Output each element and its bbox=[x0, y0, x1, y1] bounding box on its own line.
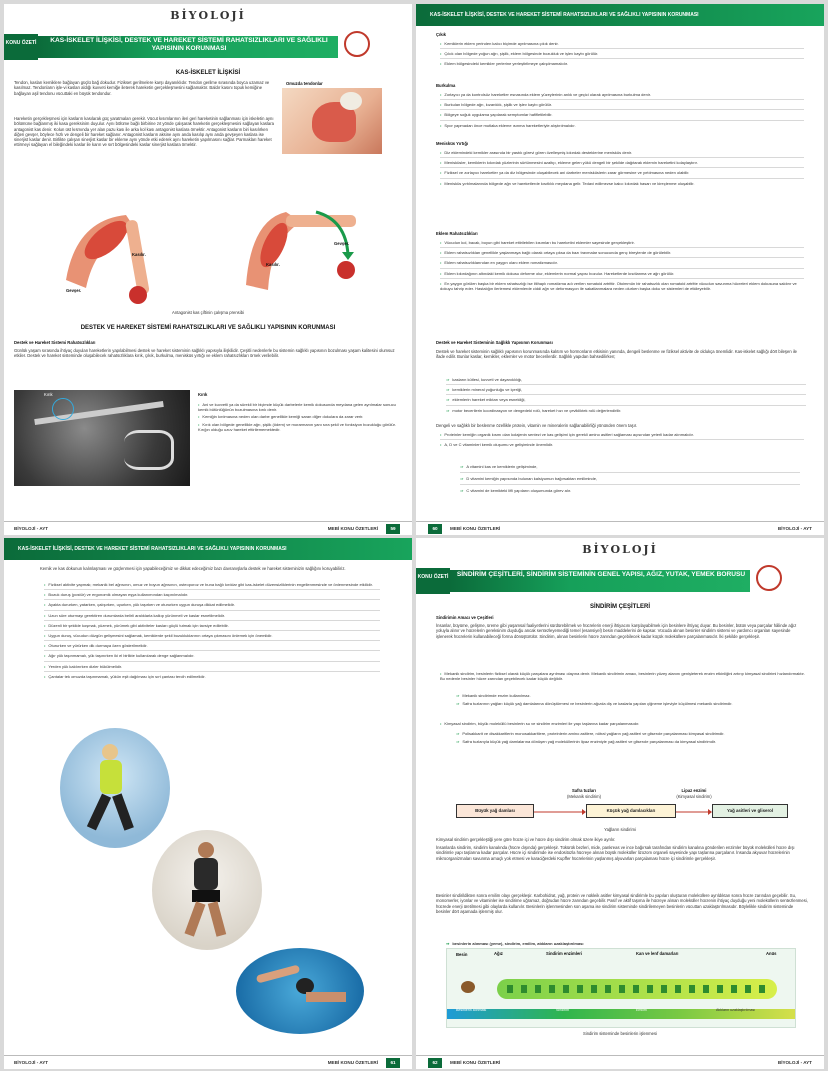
runner-man-image bbox=[152, 830, 262, 950]
advice-list bbox=[44, 582, 380, 679]
shoulder-tendon-image bbox=[282, 88, 382, 154]
page-header-bar: KAS-İSKELET İLİŞKİSİ, DESTEK VE HAREKET SİSTEMİ RAHATSIZLIKLARI VE SAĞLIKLI YAPISININ KORUNMASI bbox=[4, 538, 412, 560]
label-gevser-2: Gevşer. bbox=[334, 241, 350, 246]
topic-title: KAS-İSKELET İLİŞKİSİ, DESTEK VE HAREKET SİSTEMİ RAHATSIZLIKLARI VE SAĞLIKLI YAPISININ KORUNMASI bbox=[50, 37, 328, 52]
heading-burkulma: Burkulma bbox=[436, 83, 456, 88]
label-agiz: Ağız bbox=[494, 951, 503, 956]
lipaz-label: Lipaz enzimi bbox=[681, 788, 707, 793]
list-item: • Kemiklerin eklem yerinden kalıcı biçimde ayrılmasına çıkık denir. bbox=[440, 41, 559, 46]
lipaz-sublabel: (Kimyasal sindirim) bbox=[676, 794, 712, 799]
mekanik-sublist bbox=[456, 693, 806, 706]
list-item: • Fiziksel ve zorlayıcı hareketler ya da diz bölgesinde oluşabilecek ani darbeler menisküslerin zarar görmesine ve yırtılmasına neden olabilir. bbox=[440, 170, 690, 176]
list-item: • Bölgeye soğuk uygulama yapılarak semptomlar hafifletilebilir. bbox=[440, 112, 553, 118]
heading-korunma: Destek ve Hareket Sisteminin Sağlıklı Yapısının Korunması bbox=[436, 340, 553, 345]
swimmer-image bbox=[236, 948, 364, 1034]
safra-label: Safra tuzları bbox=[572, 788, 596, 793]
list-item: • Fiziksel aktivite yapmak; mekanik bel ağrısının, omuz ve boyun ağrısının, osteoporoz ve buna bağlı kırıklar gibi kas-iskelet düzensizliklerinin engellenmesinde ve önlenmesinde etkilidir. bbox=[44, 582, 373, 587]
heading-eklem: Eklem Rahatsızlıkları bbox=[436, 231, 478, 236]
footer bbox=[416, 521, 824, 535]
footer bbox=[416, 1055, 824, 1069]
list-item: • Vücudun kol, bacak, boyun gibi hareket ettirilebilen kısımları bu hareketini eklemler sayesinde gerçekleştirir. bbox=[440, 240, 635, 245]
meb-logo bbox=[756, 565, 782, 591]
page-59 bbox=[4, 4, 412, 535]
box-buyuk-yag: Büyük yağ damlası bbox=[456, 804, 534, 818]
list-item: ⇒ D vitamini kemiğin yapısında bulunan kalsiyumun bağırsaktan emiliminde, bbox=[460, 476, 598, 482]
list-item: • Kemiğin kırılmasına neden olan darbe genellikle kemiği saran diğer dokulara da zarar verir. bbox=[198, 414, 364, 420]
xray-image bbox=[14, 390, 190, 486]
beslenme-list bbox=[440, 432, 804, 447]
para-korunma: Destek ve hareket sisteminin sağlıklı yapısının korunmasında kalıtım ve hormonların etkisinin yanında, dengeli beslenme ve fiziksel aktivite de oldukça önemlidir. Kas-iskelet sağlığı dört bileşen ile ifade edilir. Bunlar kaslar, kemikler, eklemler ve motor becerilerdir. Sağlıklı yapıdan bahsedilirken; bbox=[436, 349, 798, 360]
list-item: • Menisküsler, kemiklerin kıkırdak yüzlerinin sürtünmesini azaltıp, ekleme gelen yükü dengeli bir şekilde dağıtarak eklemin hareketini kolaylaştırır. bbox=[440, 160, 698, 166]
page-number: 61 bbox=[386, 1058, 400, 1068]
list-item: • Eklem bölgesindeki kemikler yerlerine yerleştirilmeye çalışılmamalıdır. bbox=[440, 61, 569, 67]
list-item: ⇒ kasların kütlesi, kuvveti ve dayanıklılığı, bbox=[446, 377, 523, 382]
label-kasilir-1: Kasılır. bbox=[132, 252, 146, 257]
stage-2: Sindirim bbox=[556, 1008, 569, 1012]
list-item: • Burkulan bölgede ağrı, kızarıklık, şişlik ve işlev kaybı görülür. bbox=[440, 102, 553, 108]
label-enzimler: Sindirim enzimleri bbox=[546, 951, 583, 956]
section-heading: SİNDİRİM ÇEŞİTLERİ bbox=[589, 604, 650, 610]
page-62 bbox=[416, 538, 824, 1069]
digestive-tract-diagram bbox=[446, 948, 796, 1028]
subject-title: BİYOLOJİ bbox=[170, 9, 246, 22]
korunma-list bbox=[446, 377, 806, 413]
page-61 bbox=[4, 538, 412, 1069]
footer-left: BİYOLOJİ - AYT bbox=[14, 526, 49, 531]
list-item: • Eklem kıkırdağının altındaki kemik dokusu deforme olur, eklemlerin normal yapısı bozulur. Hareketlerde kısıtlanma ve ağrı görülür. bbox=[440, 270, 675, 276]
label-kasilir-2: Kasılır. bbox=[266, 262, 280, 267]
diagram-caption: Antagonist kas çiftinin çalışma prensibi bbox=[172, 310, 244, 315]
list-item: • En yaygın görülen başka bir eklem rahatsızlığı ise iltihaplı romatizma adı verilen romatoid artrittir. Otoimmün bir rahatsızlık olan romatoid artritte vücudun savunma hücreleri eklem dokusuna saldırır ve dokuyu tahrip eder. Hastalığın ilerlemesi eklemlerde ciddi ağrı ve deformasyon ile sakatlanmalara neden olurken başka doku ve sistemleri de etkileyebilir. bbox=[440, 280, 797, 292]
section-heading: KAS-İSKELET İLİŞKİSİ bbox=[175, 70, 241, 76]
box-yag-asitleri: Yağ asitleri ve gliserol bbox=[712, 804, 788, 818]
xray-label: Kırık bbox=[44, 392, 53, 397]
para-tendon: Tendon, kasları kemiklere bağlayan güçlü bağ dokudur. Fizikset gerilmelere karşı dayanıklıdır. Tendon gerilme sırasında boyca uzamaz ve kasılmaz. Tendonların işle-vi kasları aldığı kuvveti kemiğe ileterek hareketin gerçekleşmesini sağlamaktır. Baldır kasını topuk kemiğine bağlayan aşil tendonu vücuttaki en büyük tendondur. bbox=[14, 80, 270, 96]
footer-left: MEBİ KONU ÖZETLERİ bbox=[450, 526, 501, 531]
heading-cikik: Çıkık bbox=[436, 32, 447, 37]
para-amac: İnsanlar, büyüme, gelişme, üreme gibi yaşamsal faaliyetlerini sürdürebilmek ve hücrelerin enerji ihtiyacını karşılayabilmek için besinlere ihtiyaç duyar. Bu besinler, bütün veya parçalar hâlinde ağız yoluyla alınır ve hücrelerin gereksinim duyduğu ancak sentezleyemediği temel (esansiyel) besin maddelerini de kapsar. Vücuda alınan besinler sindirim sistemi ve yardımcı organları sayesinde işlenerek hücrelerin kullanabileceği forma dönüştürülür. Sindirim, alınan besinlerin hücre zarından geçebilecek kadar küçük moleküllere parçalanmasıdır. İki şekilde gerçekleşir. bbox=[436, 623, 797, 639]
tract-caption: Sindirim sisteminde besinlerin işlenmesi bbox=[582, 1031, 657, 1036]
list-item: ⇒ Safra tuzlarıyla küçük yağ damlalarına dönüşen yağ moleküllerinin lipaz enzimiyle yağ asitleri ve gliserole parçalanması da kimyasal sindirimdir. bbox=[456, 739, 717, 745]
list-item: • Kırık olan bölgede genellikle ağrı, şişlik (ödem) ve morarmanın yanı sıra şekil ve fonksiyon bozukluğu görülür. Kırığın olduğu uzuv hareket ettirilememektedir. bbox=[198, 421, 396, 432]
image-caption: Omuzda tendonlar bbox=[286, 81, 323, 86]
kirik-heading: Kırık bbox=[198, 392, 208, 397]
list-item: • Zorlayıcı ya da kontrolsüz hareketler esnasında eklem yüzeylerinin anlık ve geçici olarak ayrılmasına burkulma denir. bbox=[440, 92, 651, 97]
diagram-caption: Yağların sindirimi bbox=[604, 827, 636, 832]
list-item: • Yerden yük kaldırırken dizler bükülmelidir. bbox=[44, 663, 123, 669]
heading-meniskus: Menisküs Yırtığı bbox=[436, 141, 469, 146]
page-header-bar: KAS-İSKELET İLİŞKİSİ, DESTEK VE HAREKET SİSTEMİ RAHATSIZLIKLARI VE SAĞLIKLI YAPISININ KORUNMASI bbox=[416, 4, 824, 26]
footer-right: MEBİ KONU ÖZETLERİ bbox=[327, 526, 378, 531]
list-item: ⇒ Mekanik sindirimde enzim kullanılmaz. bbox=[456, 693, 531, 698]
topic-title: SİNDİRİM ÇEŞİTLERİ, SİNDİRİM SİSTEMİNİN GENEL YAPISI, AĞIZ, YUTAK, YEMEK BORUSU bbox=[456, 571, 746, 578]
list-item: ⇒ eklemlerin hareket miktarı veya esnekliği, bbox=[446, 397, 526, 403]
runner-woman-image bbox=[60, 728, 170, 848]
page-number: 62 bbox=[428, 1058, 442, 1068]
list-item: • Eklem rahatsızlıklarından en yaygın olanı eklem romatizmasıdır. bbox=[440, 260, 558, 266]
list-item: ⇒ A vitamini kas ve kemiklerin gelişiminde, bbox=[460, 464, 538, 469]
page-number: 60 bbox=[428, 524, 442, 534]
list-item: • A, D ve C vitaminleri kemik oluşumu ve gelişiminde önemlidir. bbox=[440, 442, 554, 448]
mekanik-item: • Mekanik sindirim, besinlerin fiziksel olarak küçük parçalara ayrılması olayına denir. Mekanik sindirimin amacı, besinlerin yüzey alanını genişleterek enzim etkinliğini artırıp kimyasal sindirimi hızlandırmaktır. Bu nedenle besinler hücre zarından geçebilecek kadar küçük değildir. bbox=[440, 671, 805, 682]
list-item: ⇒ kemiklerin mineral yoğunluğu ve içeriği, bbox=[446, 387, 523, 393]
kimyasal-item: • Kimyasal sindirim, büyük moleküllü besinlerin su ve sindirim enzimleri ile yapı taşlarına kadar parçalanmasıdır. bbox=[440, 721, 640, 726]
list-item: • Düzenli bir şekilde koşmak, yüzmek, yürümek gibi aktiviteler kasları güçlü tutmak için tavsiye edilebilir. bbox=[44, 622, 229, 628]
kimyasal-sublist bbox=[456, 731, 806, 744]
subject-title: BİYOLOJİ bbox=[582, 543, 658, 556]
para-intro: Kemik ve kas dokunun kalınlaşması ve güçlenmesi için yapabileceğimiz ve dikkat edeceğimiz bazı davranışlarla destek ve hareket sisteminizin sağlığını koruyabiliriz. bbox=[40, 566, 346, 571]
page-number: 59 bbox=[386, 524, 400, 534]
stages-line: ⇒ besinlerin alınması (yeme), sindirim, emilim, atıkların uzaklaştırılması bbox=[446, 941, 584, 946]
list-item: • Çantalar tek omuzda taşınmamalı, yükün eşit dağılması için sırt çantası tercih edilmelidir. bbox=[44, 673, 206, 679]
footer-right: BİYOLOJİ - AYT bbox=[777, 1060, 812, 1065]
list-item: • Proteinler kemiğin organik kısmı olan kolajenin sentezi ve kas gelişimi için gerekli amino asitleri sağlaması açısından yeterli kadar alınmalıdır. bbox=[440, 432, 694, 437]
list-item: • Uygun duruş, vücudun düzgün gelişmesini sağlamak, kemiklerde şekil bozukluklarının ortaya çıkmasını önlemek için önemlidir. bbox=[44, 633, 273, 639]
para-antagonist: Hareketin gerçekleşmesi için kasların kasılarak güç yaratmaları gerekir. Vücut kısımlarının ileri geri hareketinin sağlanması için iskeletin aynı bölümüne bağlanmış iki kasa gereksinim duyulur. Aynı bölüme bağlı birbirine zıt yönde çalışarak hareketin gerçekleşmesini sağlayan kaslara antagonist kas denir. Kolun üst kısmında yer alan pazu kası ile arka kol kası antagonist kaslara örnektir. Antagonist kasların biri kasılırken diğeri gevşer, böylece hızlı ve dengeli bir hareket sağlanır. Antagonist kasların aksine aynı anda kasılıp aynı anda gevşeyen kaslara ise sinerjist kaslar denir. Birlikte çalışan sinerjist kaslar bir ekleme aynı yönde etki ederek aynı hareketin yapılmasını sağlar. Parmakları hareket ettirmeyi sağlayan el bileğindeki kaslar ile karın ve sırt bölgesindeki kaslar sinerjist kaslara örnektir. bbox=[14, 116, 274, 148]
meniskus-list bbox=[440, 150, 804, 186]
footer bbox=[4, 1055, 412, 1069]
para-emilim: Besinler sindirildikten sonra emilim olayı gerçekleşir. Karbohidrat, yağ, protein ve nükleik asitler kimyasal sindirimle bu yapıları oluşturan moleküllere ayrıldıktan sonra hücre zarından geçebilir. Su, monomerler, iyonlar ve vitaminler ise sindirime uğramaz, doğrudan hücre zarından geçebilir. Pasif ve aktif taşıma ile hücreye alınan moleküller hücrenin ihtiyaç duyduğu yeni moleküllerin sentezlenmesi, hücrede enerji üretilmesi gibi olaylarda kullanılır. Besinlerin işlenmesinden son aşama ise sindirim sisteminde sindirilemeyen besinlerin vücuttan uzaklaştırılmasıdır. Böylelikle sindirim sisteminde besinler dört aşamada işlenmiş olur. bbox=[436, 893, 808, 914]
subheading: Destek ve Hareket Sistemi Rahatsızlıkları bbox=[14, 340, 96, 345]
antagonist-muscle-diagram bbox=[46, 200, 366, 308]
konu-ozeti-tab: KONU ÖZETİ bbox=[416, 568, 450, 594]
label-kan: Kan ve lenf damarları bbox=[636, 951, 679, 956]
stage-1: Besinlerin alınması bbox=[456, 1008, 487, 1012]
footer-left: BİYOLOJİ - AYT bbox=[14, 1060, 49, 1065]
footer bbox=[4, 521, 412, 535]
para-hucre: Kimyasal sindirim gerçekleştiği yere göre hücre içi ve hücre dışı sindirim olmak üzere ikiye ayrılır. bbox=[436, 837, 616, 842]
list-item: • Çıkık olan bölgede yoğun ağrı, şişlik, eklem bölgesinde bozukluk ve işlev kaybı görülür. bbox=[440, 51, 599, 57]
list-item: • Eklem rahatsızlıkları genellikle yaşlanmaya bağlı olarak ortaya çıksa da bazı travmalar sonucunda genç bireylerde de görülebilir. bbox=[440, 250, 672, 256]
list-item: ⇒ Safra tuzlarının yağları küçük yağ damlalarına dönüştürmesi ve besinlerin ağızda diş ve kaslarla yapılan çiğneme işleviyle küçülmesi mekanik sindirimdir. bbox=[456, 701, 733, 707]
cikik-list bbox=[440, 41, 804, 67]
list-item: • Ayakta dururken, yatarken, çalışırken, uyurken, yük taşırken ve otururken uygun duruşa dikkat edilmelidir. bbox=[44, 602, 235, 608]
list-item: ⇒ motor becerilerin koordinasyon ve dengedeki rolü, hareket hızı ve çevikliktek rolü değerlendirilir. bbox=[446, 407, 622, 413]
section-heading-2: DESTEK VE HAREKET SİSTEMİ RAHATSIZLIKLARI VE SAĞLIKLI YAPISININ KORUNMASI bbox=[80, 325, 336, 331]
meb-logo bbox=[344, 31, 370, 57]
eklem-list bbox=[440, 240, 804, 291]
diagram-arrows bbox=[534, 808, 714, 816]
stage-4: Atıkların uzaklaştırılması bbox=[716, 1008, 756, 1012]
vitamin-list bbox=[460, 464, 800, 494]
list-item: • Uzun süre oturmayı gerektiren durumlarda belirli aralıklarla kalkıp yürünmeli ve kaslar esnetilmelidir. bbox=[44, 612, 225, 618]
para-rahatsizlik: Günlük yaşam sırasında ihtiyaç duyulan hareketlerin yapılabilmesi destek ve hareket sisteminin sağlıklı yapısıyla ilişkilidir. Çeşitli nedenlerle bu sistemin sağlıklı yapısının bozulması yaşam kalitesini olumsuz etkiler. Destek ve hareket sisteminde oluşabilecek rahatsızlıklara kırık, çıkık, burkulma, menisküs yırtığı ve eklem rahatsızlıkları örnek verilebilir. bbox=[14, 348, 395, 359]
para-insan: İnsanlarda sindirim, sindirim kanalında (hücre dışında) gerçekleşir. Tükürük bezleri, mide, pankreas ve ince bağırsak tarafından sindirim kanalına gönderilen enzimler büyük molekülleri hücre dışı sindirimle yapı taşlarına kadar parçalar. Hücre içi sindirimde ise endositozla hücreye alınan büyük moleküller lizozom organeli sayesinde yapı taşlarına parçalanır. İnsanda akyuvar hücrelerinin mikroorganizmaları savunma amaçlı yok etmesi ve karaciğerdeki Kupffer hücrelerinin yaşlanmış alyuvarları parçalaması hücre içi sindirimle gerçekleşir. bbox=[436, 845, 795, 861]
konu-ozeti-tab: KONU ÖZETİ bbox=[4, 34, 38, 60]
footer-left: MEBİ KONU ÖZETLERİ bbox=[450, 1060, 501, 1065]
stage-3: Emilim bbox=[636, 1008, 647, 1012]
list-item: • Ağır yük taşınmamalı, yük taşınırken iki el birlikte kullanılarak denge sağlanmalıdır. bbox=[44, 653, 195, 659]
kirik-list bbox=[198, 402, 398, 432]
subheading: Sindirimin Amacı ve Çeşitleri bbox=[436, 615, 494, 620]
footer-right: BİYOLOJİ - AYT bbox=[777, 526, 812, 531]
safra-sublabel: (Mekanik sindirim) bbox=[567, 794, 601, 799]
list-item: • Spor yapmadan önce mutlaka ekleme ısınma hareketleriyle alıştırılmalıdır. bbox=[440, 122, 576, 128]
list-item: • Diz eklemindeki kemikler arasında bir yastık görevi gören özelleşmiş kıkırdak desteklerine menisküs denir. bbox=[440, 150, 633, 155]
list-item: • Otururken ve yürürken dik durmaya özen gösterilmelidir. bbox=[44, 643, 148, 649]
label-anus: Anüs bbox=[766, 951, 777, 956]
list-item: • Ani ve kuvvetli ya da sürekli bir biçimde küçük darbelerle kemik dokusunda meydana gelen ayrılmalar sonucu kemik bütünlüğünün bozulmasına kırık denir. bbox=[198, 402, 396, 413]
label-besin: Besin bbox=[456, 952, 468, 957]
footer-right: MEBİ KONU ÖZETLERİ bbox=[327, 1060, 378, 1065]
burkulma-list bbox=[440, 92, 804, 128]
list-item: • Bozuk duruş (postür) ve ergonomik olmayan eşya kullanımından kaçınılmalıdır. bbox=[44, 592, 189, 598]
page-60 bbox=[416, 4, 824, 535]
list-item: • Menisküs yırtılmalarında bölgede ağrı ve hareketlerde kısıtlılık meydana gelir. Tedavi edilmezse kalıcı kıkırdak hasarı ve kireçlenme oluşabilir. bbox=[440, 180, 695, 186]
label-gevser-1: Gevşer. bbox=[66, 288, 82, 293]
para-beslenme: Dengeli ve sağlıklı bir beslenme özellikle protein, vitamin ve mineralerin sağlanabilirliği yönünden önem taşır. bbox=[436, 423, 638, 428]
list-item: ⇒ Polisakkarit ve disakkaritlerin monosakkaritlere, proteinlerin amino asitlere, nötral yağların yağ asitleri ve gliserole parçalanması kimyasal sindirimdir. bbox=[456, 731, 725, 736]
list-item: ⇒ C vitamini de kemikteki lifli yapıların oluşumunda görev alır. bbox=[460, 488, 572, 494]
box-kucuk-yag: Küçük yağ damlacıkları bbox=[586, 804, 676, 818]
